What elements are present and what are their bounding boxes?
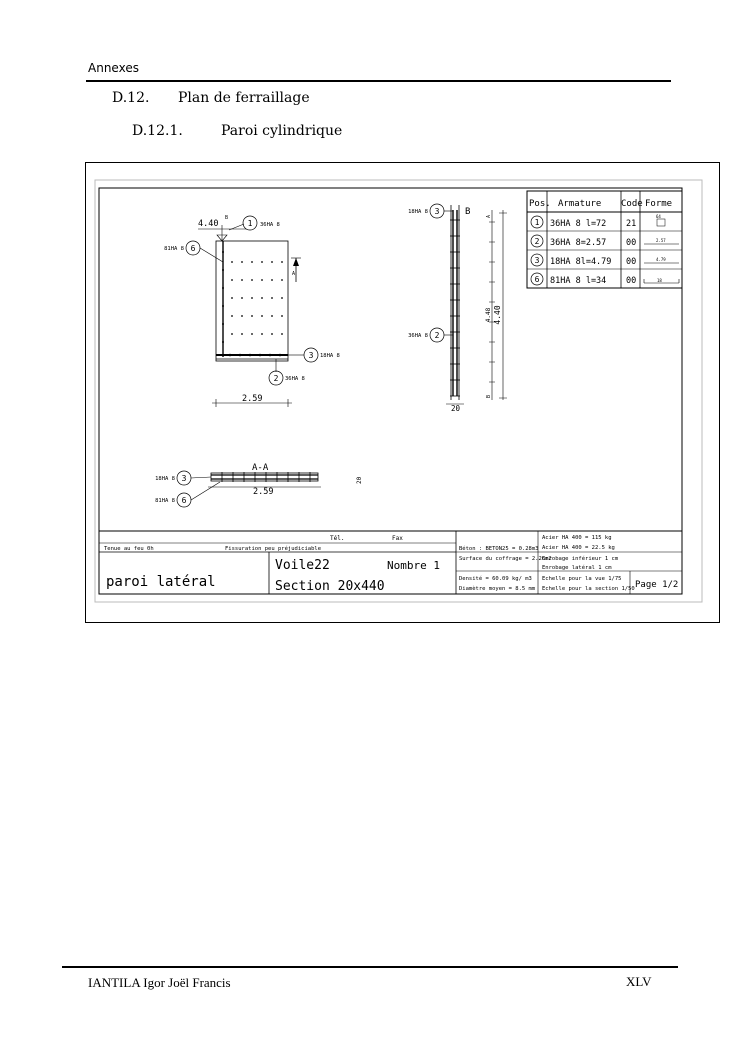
dimension-bottom: 20 <box>451 404 461 413</box>
header-rule <box>86 80 671 82</box>
section-number: D.12. <box>112 90 150 106</box>
title-block <box>99 531 682 594</box>
section-aa-label: A-A <box>252 463 269 473</box>
footer-page-number: XLV <box>626 974 652 989</box>
table-row-armature: 18HA 8l=4.79 <box>550 257 612 267</box>
callout-2-bb-pos: 2 <box>434 331 440 340</box>
table-row-code: 00 <box>626 276 637 286</box>
footer-rule <box>62 966 678 968</box>
dimension-outer: 4.40 <box>493 305 502 325</box>
title-tel: Tél. <box>330 535 345 542</box>
wall-outline <box>216 241 288 361</box>
table-header-forme: Forme <box>645 199 673 209</box>
table-row-pos: 2 <box>534 237 540 246</box>
drawing-border <box>99 188 682 594</box>
section-b-label: B <box>465 207 471 217</box>
subsection-number: D.12.1. <box>132 123 183 139</box>
section-aa-view <box>155 463 363 507</box>
title-fire: Tenue au feu 0h <box>104 546 154 552</box>
dimension-width-aa: 2.59 <box>253 487 274 497</box>
dimension-width: 2.59 <box>242 394 263 404</box>
table-row-forme: 2.57 <box>656 238 666 243</box>
table-row-code: 00 <box>626 238 637 248</box>
callout-2-text: 36HA 8 <box>285 376 305 382</box>
callout-6-aa-pos: 6 <box>181 496 187 505</box>
title-echelle-vue: Echelle pour la vue 1/75 <box>542 576 622 582</box>
callout-3-aa-pos: 3 <box>181 474 187 483</box>
table-header-pos: Pos. <box>529 199 551 209</box>
callout-6-pos: 6 <box>190 244 196 253</box>
callout-3-text: 18HA 8 <box>320 353 340 359</box>
title-enrobage-1: Enrobage inférieur 1 cm <box>542 556 619 562</box>
title-section: Section 20x440 <box>275 579 385 594</box>
table-row-forme: 4.79 <box>656 257 666 262</box>
callout-6-text: 81HA 8 <box>164 246 184 252</box>
running-header: Annexes <box>88 61 139 75</box>
mark-a-bb: A <box>486 214 492 218</box>
callout-3-aa-text: 18HA 8 <box>155 476 175 482</box>
callout-1-text: 36HA 8 <box>260 222 280 228</box>
callout-2-pos: 2 <box>273 374 279 383</box>
title-voile: Voile22 <box>275 558 330 573</box>
title-densite: Densité = 60.09 kg/ m3 <box>459 576 532 582</box>
title-fissuration: Fissuration peu préjudiciable <box>225 546 322 552</box>
title-acier-1: Acier HA 400 = 115 kg <box>542 535 612 541</box>
table-header-code: Code <box>621 199 643 209</box>
section-arrow-a <box>293 258 299 266</box>
callout-6-aa-text: 81HA 8 <box>155 498 175 504</box>
elevation-view <box>164 215 340 407</box>
table-row-code: 21 <box>626 219 637 229</box>
title-enrobage-2: Enrobage latéral 1 cm <box>542 565 612 571</box>
title-nombre: Nombre 1 <box>387 559 440 572</box>
callout-1-pos: 1 <box>247 219 253 228</box>
callout-3-bb-pos: 3 <box>434 207 440 216</box>
table-row-forme: 64 <box>656 214 661 219</box>
callout-3-pos: 3 <box>308 351 314 360</box>
dimension-inner: 4.48 <box>485 307 492 323</box>
mark-b-bb: B <box>486 394 492 398</box>
title-beton: Béton : BETON25 = 0.28m3 <box>459 546 539 552</box>
table-row-armature: 36HA 8=2.57 <box>550 238 607 248</box>
title-acier-2: Acier HA 400 = 22.5 kg <box>542 545 615 551</box>
mark-a: A <box>292 271 296 277</box>
table-row-code: 00 <box>626 257 637 267</box>
mark-b: B <box>225 215 229 221</box>
subsection-title: Paroi cylindrique <box>221 123 343 139</box>
table-row-pos: 1 <box>534 218 540 227</box>
title-page: Page 1/2 <box>635 580 679 590</box>
footer-author: IANTILA Igor Joël Francis <box>88 975 231 990</box>
title-element-name: paroi latéral <box>106 574 216 590</box>
dimension-top: 4.40 <box>198 219 219 229</box>
table-header-armature: Armature <box>558 199 602 209</box>
dimension-thickness-aa: 20 <box>356 476 363 484</box>
table-row-forme: 18 <box>657 278 662 283</box>
table-row-armature: 36HA 8 l=72 <box>550 219 607 229</box>
table-row-armature: 81HA 8 l=34 <box>550 276 607 286</box>
title-diametre: Diamètre moyen = 8.5 mm <box>459 586 536 592</box>
reinforcement-drawing <box>86 163 719 622</box>
table-row-pos: 6 <box>534 275 540 284</box>
callout-2-bb-text: 36HA 8 <box>408 333 428 339</box>
section-bb-view <box>408 204 507 413</box>
callout-3-bb-text: 18HA 8 <box>408 209 428 215</box>
title-echelle-section: Echelle pour la section 1/50 <box>542 586 635 592</box>
armature-table <box>527 191 682 288</box>
figure-frame <box>85 162 720 623</box>
title-surface: Surface du coffrage = 2.26m2 <box>459 556 552 562</box>
table-row-pos: 3 <box>534 256 540 265</box>
stirrup-dots <box>222 251 283 356</box>
section-title: Plan de ferraillage <box>178 90 310 106</box>
title-fax: Fax <box>392 535 403 542</box>
